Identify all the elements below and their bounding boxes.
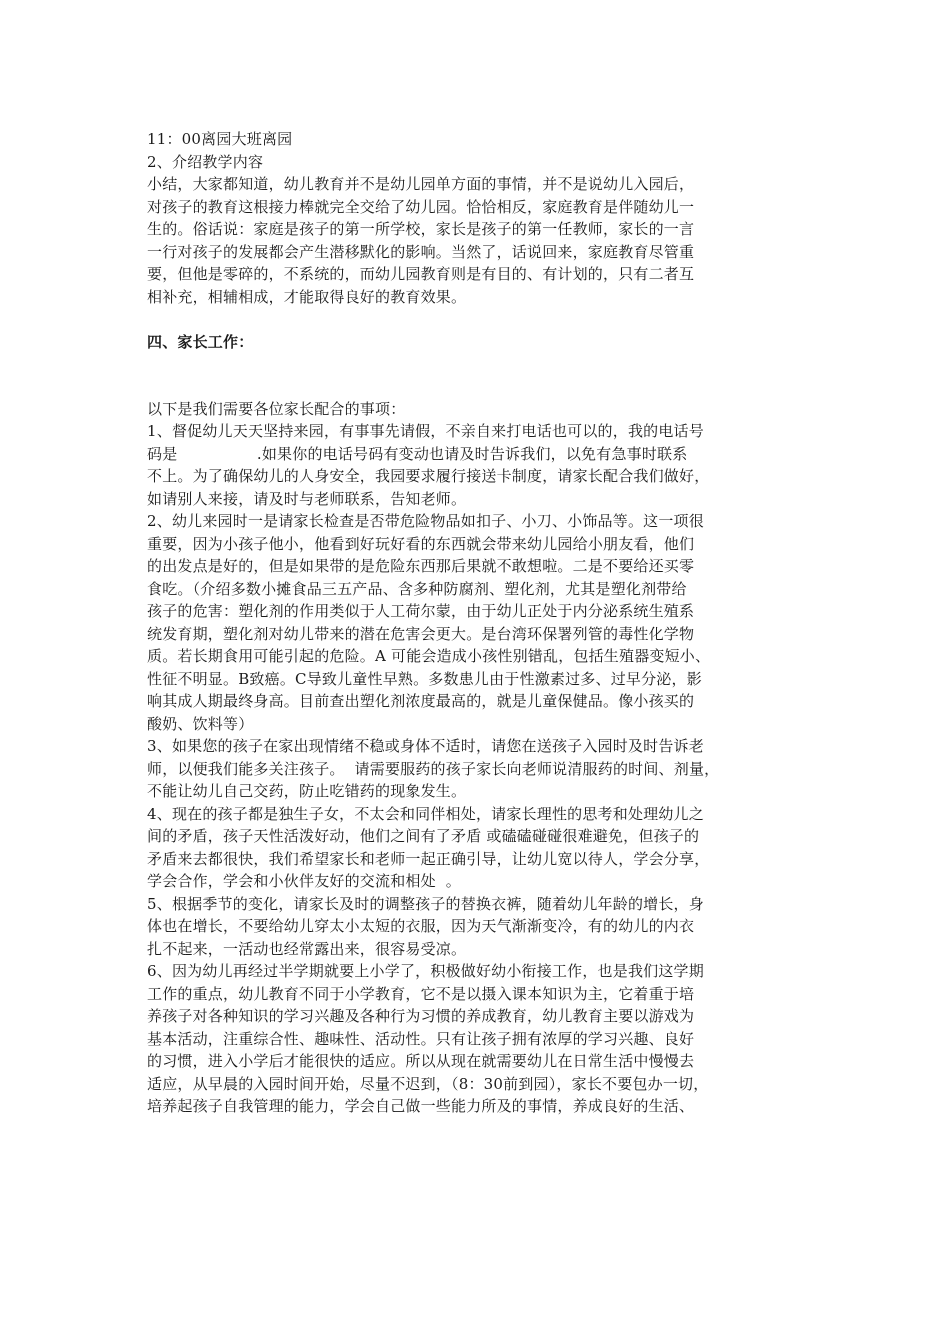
departure-schedule-line: 11：00离园大班离园 [147,130,293,148]
paragraph-line: 6、因为幼儿再经过半学期就要上小学了，积极做好幼小衔接工作，也是我们这学期 [147,962,704,980]
parents-item-4 [147,803,817,893]
document-body [147,128,817,1118]
paragraph-line: 性征不明显。B致癌。C导致儿童性早熟。多数患儿由于性激素过多、过早分泌，影 [147,669,702,688]
teaching-summary-paragraph [147,173,817,308]
paragraph-line: 1、督促幼儿天天坚持来园，有事事先请假，不亲自来打电话也可以的，我的电话号 [147,422,704,440]
parents-item-3 [147,735,817,803]
paragraph-line: 相补充，相辅相成，才能取得良好的教育效果。 [147,287,467,306]
paragraph-line: 不能让幼儿自己交药，防止吃错药的现象发生。 [147,782,467,800]
paragraph-line: 酸奶、饮料等） [147,714,254,733]
paragraph-line: 响其成人期最终身高。目前查出塑化剂浓度最高的，就是儿童保健品。像小孩买的 [147,692,695,710]
teaching-section-title: 2、介绍教学内容 [147,152,264,171]
paragraph-line: 统发育期，塑化剂对幼儿带来的潜在危害会更大。是台湾环保署列管的毒性化学物 [147,624,695,643]
paragraph-line: 不上。为了确保幼儿的人身安全，我园要求履行接送卡制度，请家长配合我们做好， [147,467,710,485]
parents-intro-line: 以下是我们需要各位家长配合的事项： [147,399,406,418]
paragraph-line: 5、根据季节的变化，请家长及时的调整孩子的替换衣裤，随着幼儿年龄的增长，身 [147,894,704,913]
paragraph-line: 扎不起来，一活动也经常露出来，很容易受凉。 [147,939,467,958]
paragraph-line: 的出发点是好的，但是如果带的是危险东西那后果就不敢想啦。二是不要给还买零 [147,557,695,575]
paragraph-line: 师，以便我们能多关注孩子。 请需要服药的孩子家长向老师说清服药的时间、剂量， [147,759,720,778]
paragraph-line: 4、现在的孩子都是独生子女，不太会和同伴相处，请家长理性的思考和处理幼儿之 [147,804,704,823]
parents-item-1 [147,420,817,510]
paragraph-line: 间的矛盾，孩子天性活泼好动，他们之间有了矛盾 或磕磕碰碰很难避免，但孩子的 [147,827,700,845]
paragraph-line: 培养起孩子自我管理的能力，学会自己做一些能力所及的事情，养成良好的生活、 [147,1097,695,1115]
paragraph-line: 对孩子的教育这根接力棒就完全交给了幼儿园。恰恰相反，家庭教育是伴随幼儿一 [147,197,695,216]
paragraph-line: 适应，从早晨的入园时间开始，尽量不迟到，（8：30前到园），家长不要包办一切， [147,1074,709,1093]
parents-item-6 [147,960,817,1118]
paragraph-line: 码是 .如果你的电话号码有变动也请及时告诉我们，以免有急事时联系 [147,444,688,463]
parents-work-heading: 四、家长工作： [147,333,254,351]
paragraph-line: 如请别人来接，请及时与老师联系，告知老师。 [147,489,467,508]
paragraph-line: 要，但他是零碎的，不系统的，而幼儿园教育则是有目的、有计划的，只有二者互 [147,265,695,283]
paragraph-line: 工作的重点，幼儿教育不同于小学教育，它不是以摄入课本知识为主，它着重于培 [147,984,695,1003]
paragraph-line: 小结，大家都知道，幼儿教育并不是幼儿园单方面的事情，并不是说幼儿入园后， [147,175,695,193]
paragraph-line: 孩子的危害：塑化剂的作用类似于人工荷尔蒙，由于幼儿正处于内分泌系统生殖系 [147,602,695,620]
paragraph-line: 重要，因为小孩子他小，他看到好玩好看的东西就会带来幼儿园给小朋友看，他们 [147,534,695,553]
parents-item-5 [147,893,817,961]
paragraph-line: 食吃。（介绍多数小摊食品三五产品、含多种防腐剂、塑化剂，尤其是塑化剂带给 [147,579,687,598]
paragraph-line: 基本活动，注重综合性、趣味性、活动性。只有让孩子拥有浓厚的学习兴趣、良好 [147,1029,695,1048]
paragraph-line: 质。若长期食用可能引起的危险。A 可能会造成小孩性别错乱，包括生殖器变短小、 [147,647,711,665]
paragraph-line: 体也在增长，不要给幼儿穿太小太短的衣服，因为天气渐渐变冷，有的幼儿的内衣 [147,917,695,935]
paragraph-line: 矛盾来去都很快，我们希望家长和老师一起正确引导，让幼儿宽以待人，学会分享， [147,849,710,868]
paragraph-line: 学会合作，学会和小伙伴友好的交流和相处 。 [147,872,461,890]
paragraph-line: 一行对孩子的发展都会产生潜移默化的影响。当然了，话说回来，家庭教育尽管重 [147,242,695,261]
paragraph-line: 生的。俗话说：家庭是孩子的第一所学校，家长是孩子的第一任教师，家长的一言 [147,220,695,238]
paragraph-line: 的习惯，进入小学后才能很快的适应。所以从现在就需要幼儿在日常生活中慢慢去 [147,1052,695,1070]
parents-item-2 [147,510,817,735]
paragraph-line: 2、幼儿来园时一是请家长检查是否带危险物品如扣子、小刀、小饰品等。这一项很 [147,512,704,530]
paragraph-line: 养孩子对各种知识的学习兴趣及各种行为习惯的养成教育，幼儿教育主要以游戏为 [147,1007,695,1025]
paragraph-line: 3、如果您的孩子在家出现情绪不稳或身体不适时，请您在送孩子入园时及时告诉老 [147,737,704,755]
